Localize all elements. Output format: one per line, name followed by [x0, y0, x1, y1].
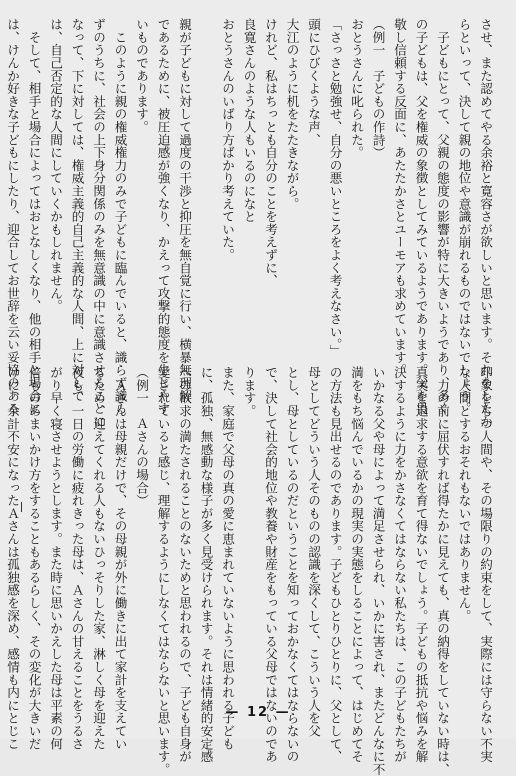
text-line: 印象をもつ人間や、その場限りの約束をして、実際には守らない不実: [478, 366, 493, 763]
text-line: 親が子どもに対して過度の干渉と抑圧を無自覚に行い、横暴無理解: [177, 18, 192, 402]
text-line: けれど、私はちっとも自分のことを考えずに、: [263, 18, 278, 287]
text-line: （例一 子どもの作詩）: [370, 18, 386, 159]
text-line: いものであります。: [134, 18, 149, 134]
text-line: 大江のように机をたたきながら。: [284, 18, 300, 210]
text-line: ずのうちに、社会の上下身分関係のみを無意識の中に意識させることに: [91, 18, 106, 428]
margin-mark: [21, 502, 22, 512]
text-line: おとうさんに叱られた。: [349, 18, 364, 159]
text-line: で、決して社会的地位や教養や財産をもっている父母ではないのであ: [263, 366, 278, 763]
text-line: 良寛さんのような人もいるのになと: [241, 18, 257, 223]
text-line: の子どもは、父を権威の象徴としてみているようであります。父を畏: [413, 18, 429, 415]
text-line: は、けんか好きな子どもにしたり、迎合してお世辞を云い妥協のある: [5, 18, 20, 415]
text-line: に、孤独、無感動な様子が多く見受けられます。それは情緒的安定感: [198, 366, 214, 763]
text-line: 母としてどういう人そのものの認識を深くして、こういう人を父: [306, 366, 321, 738]
text-line: がり早く寝させようとします。また時に思いかえした母は平素の何: [48, 366, 63, 750]
text-line: への欲求の満たされることのないためと思われるので、子ども自身が: [177, 366, 192, 763]
text-line: であるために、被圧迫感が強くなり、かえって攻撃的態度を生じやす: [155, 18, 171, 415]
text-line: 夜も、一日の労働に疲れきった母は、Ａさんの甘えることをうるさ: [69, 366, 85, 750]
text-line: 愛されていると感じ、理解するようにしなくてはならないと思います。: [155, 366, 171, 776]
text-line: けに、余計不安になったＡさんは孤独感を深め、感情も内にとじこ: [5, 366, 20, 750]
text-line: なって、下に対しては、権威主義的自己主義的な人間、上に対して: [69, 18, 85, 402]
text-line: [195, 18, 217, 348]
upper-text-block: [5, 18, 496, 428]
text-line: 力の前に屈伏すれば得たかに見えても、真の納得をしていない時は、: [435, 366, 450, 776]
text-line: らといって、決して親の地位や意識が崩れるものではないでしょう。: [456, 18, 472, 415]
text-line: 頭にひびくような声、: [306, 18, 321, 146]
text-line: 倍ものあまいかけ方をすることもあるらしく、その変化が大きいだ: [26, 366, 42, 750]
text-line: 「さっさと勉強せ、自分の悪いところをよく考えなさい。」: [327, 18, 343, 358]
text-line: は、自己否定的な人間にしていくかもしれません。: [48, 18, 63, 313]
text-line: 敬し信頼する反面に、あたたかさとユーモアも求めています。: [392, 18, 407, 377]
text-line: このように親の権威権力のみで子どもに臨んでいると、識らず識ら: [112, 18, 128, 415]
text-line: また、家庭で父母の真の愛に恵まれていないように思われる子ども: [220, 366, 235, 750]
text-line: とし、母としているのだということを知っておかなくてはならないの: [284, 366, 300, 763]
text-line: の方法も見出せるのであります。子どもひとりひとりに、父として、: [327, 366, 343, 763]
text-line: （例一 Ａさんの場合）: [134, 366, 149, 507]
text-line: るため、迎えてくれる人もないひっそりした家、淋しく母を迎えた: [91, 366, 106, 750]
text-line: そして、相手と場合によってはおとなしくなり、他の相手と場合に: [26, 18, 42, 415]
text-line: 子どもにとって、父親の態度の影響が特に大きいようであり、多く: [435, 18, 450, 415]
text-line: 決するように力をかさなくてはならない私たちは、この子どもたちが: [392, 366, 407, 763]
text-line: 真実を追求する意欲を育て得ないでしょう。子どもの抵抗や悩みを解: [413, 366, 429, 763]
text-line: Ａさんは母親だけで、その母親が外に働きに出て家計を支えてい: [112, 366, 128, 750]
text-line: 満をもち悩んでいるかの現実の実態をしることによって、はじめてそ: [349, 366, 364, 763]
text-line: おとうさんのいばり方ばかり考えていた。: [220, 18, 235, 262]
text-line: な人間とするおそれもないではありません。: [456, 366, 472, 622]
text-line: ります。: [241, 366, 257, 418]
text-line: させ、また認めてやる余裕と寛容さが欲しいと思います。それをしたか: [478, 18, 493, 428]
text-line: いかなる父や母によって満足させられ、いかに害され、またどんなに不: [370, 366, 386, 776]
page-number: — 12 —: [225, 705, 291, 720]
